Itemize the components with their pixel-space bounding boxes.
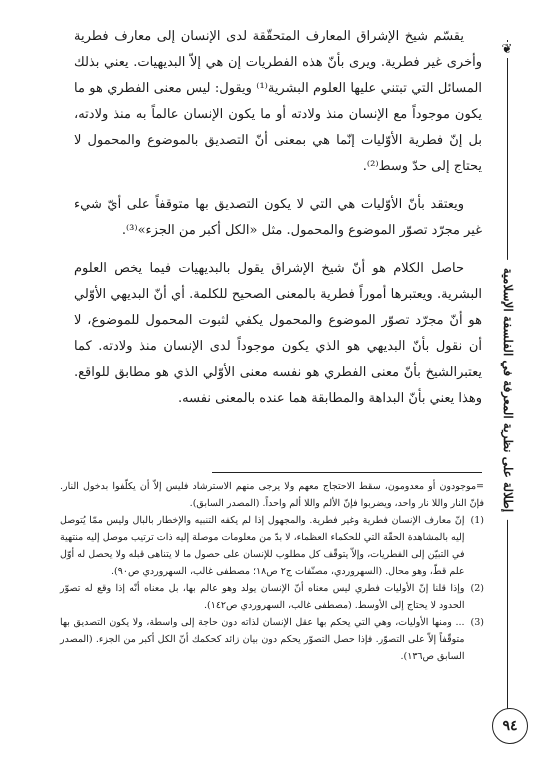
running-header bbox=[493, 40, 523, 740]
body-paragraph-1: يقسّم شيخ الإشراق المعارف المتحقّقة لدى الإنسان إلى معارف فطرية وأخرى غير فطرية. ويرى بأنّ هذه الفطريات إن هي إلاّ البديهيات. يعني بذلك المسائل التي تبتني عليها العلوم البشرية⁽¹⁾ ويقول: ليس معنى الفطري هو ما يكون موجوداً مع الإنسان منذ ولادته أو ما يكون الإنسان عالماً به منذ ولادته، بل إنّ فطرية الأوّليات إنّما هي بمعنى أنّ التصديق بالموضوع والمحمول لا يحتاج إلى حدّ وسط⁽²⁾. bbox=[74, 29, 482, 174]
footnote-2 bbox=[60, 580, 484, 614]
footnote-1 bbox=[60, 512, 484, 580]
footnote-separator bbox=[212, 472, 482, 473]
footnote-number: (3) bbox=[470, 617, 484, 628]
body-paragraph-3: حاصل الكلام هو أنّ شيخ الإشراق يقول بالبديهيات فيما يخص العلوم البشرية. ويعتبرها أموراً فطرية بالمعنى الصحيح للكلمة. أي أنّ البديهي الأوّلي هو أنّ مجرّد تصوّر الموضوع والمحمول يكفي لثبوت المحمول للموضوع، لا أن نقول بأنّ البديهي هو الذي يكون موجوداً لدى الإنسان منذ ولادته. كما يعتبرالشيخ بأنّ معنى الفطري هو نفسه معنى الأوّلي الذي هو مطابق للواقع. وهذا يعني بأنّ البداهة والمطابقة هما عنده بالمعنى نفسه. bbox=[74, 261, 482, 406]
footnote-number: (1) bbox=[470, 515, 484, 526]
body-paragraph-2: ويعتقد بأنّ الأوّليات هي التي لا يكون التصديق بها متوقفاً على أيّ شيء غير مجرّد تصوّر الموضوع والمحمول. مثل «الكل أكبر من الجزء»⁽³⁾. bbox=[74, 197, 482, 238]
footnote-continuation: =موجودون أو معدومون، سقط الاحتجاج معهم ولا يرجى منهم الاسترشاد فليس إلاّ أن يكلّفوا بدخول النار. فإنّ النار واللا نار واحد، ويضربوا فإنّ الألم واللا ألم واحداً. (المصدر السابق). bbox=[60, 481, 484, 509]
ornament-icon: ❦ bbox=[499, 42, 515, 58]
page-number: ٩٤ bbox=[492, 708, 528, 744]
footnote-text: وإذا قلنا إنّ الأوليات فطري ليس معناه أنّ الإنسان يولد وهو عالم بها، بل معناه أنّه إذا وقع له تصوّر الحدود لا يحتاج إلى الأوسط. (مصطفى غالب، السهروردي ص١٤٢). bbox=[60, 583, 465, 611]
footnote-number: (2) bbox=[470, 583, 484, 594]
footnote-text: ... ومنها الأوليات، وهي التي يحكم بها عقل الإنسان لذاته دون حاجة إلى واسطة، ولا يكون التصديق بها متوقّفاً إلاّ على التصوّر. فإذا حصل التصوّر يحكم دون بيان زائد كحكمك أنّ الكل أكبر من الجزء. (المصدر السابق ص١٣٦). bbox=[60, 617, 465, 662]
footnote-3 bbox=[60, 614, 484, 665]
main-text bbox=[74, 24, 482, 412]
footnotes bbox=[60, 478, 484, 665]
running-title: إطلالة على نظرية المعرفة في الفلسفة الإسلامية bbox=[501, 260, 515, 520]
footnote-text: إنّ معارف الإنسان فطرية وغير فطرية. والمجهول إذا لم يكفه التنبيه والإخطار بالبال وليس ممّا يُتوصل إليه بالمشاهدة الحقّة التي للحكماء العظماء، لا بدّ من معلومات موصلة إليه ذات ترتيب موصل إليه منتهية في التبيّن إلى الفطريات، وإلاّ يتوقّف كل مطلوب للإنسان على حصول ما لا يتناهى قبله ولا يحصل له أوّل علم قطّ، وهو محال. (السهروردي، مصنّفات ج٢ ص١٨؛ مصطفى غالب، السهروردي ص٩٠). bbox=[60, 515, 465, 577]
